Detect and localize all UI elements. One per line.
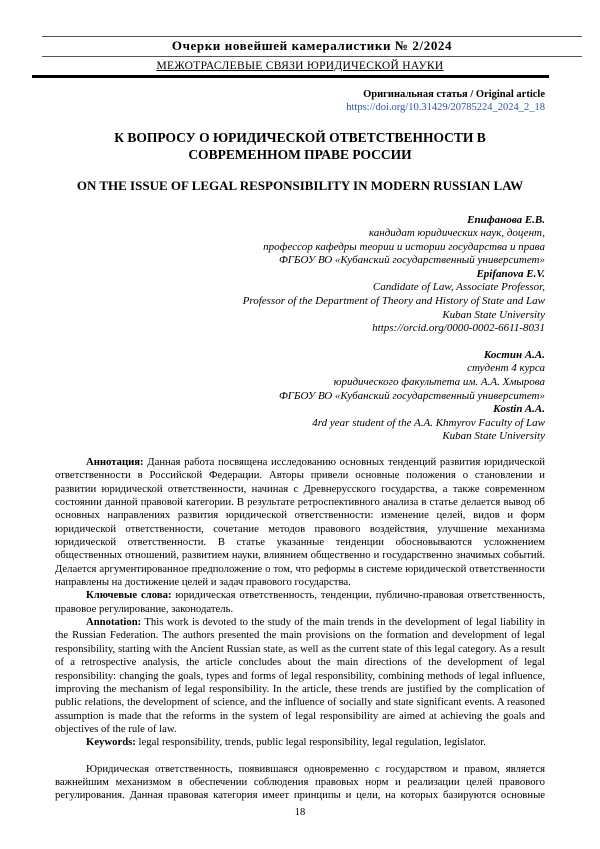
author1-affiliation-ru: кандидат юридических наук, доцент,	[368, 227, 545, 240]
orcid-link[interactable]: https://orcid.org/0000-0002-6611-8031	[372, 322, 545, 335]
author-block-2	[55, 349, 545, 444]
author1-affiliation-en: Professor of the Department of Theory and History of State and Law	[242, 295, 545, 308]
abstract-ru	[55, 456, 545, 589]
abstract-en-label: Annotation:	[86, 616, 142, 629]
author2-affiliation-en: 4rd year student of the A.A. Khmyrov Faculty of Law	[312, 416, 545, 429]
header-divider	[32, 75, 549, 78]
page-number: 18	[294, 807, 306, 818]
body-text: Юридическая ответственность, появившаяся одновременно с государством и правом, является важнейшим механизмом в обеспечении соблюдения правовых норм и реализации целей правового регулирования. Данная правовая категория имеет принципы и цели, на которых базируются основные	[55, 762, 545, 802]
journal-title: Очерки новейшей камералистики № 2/2024	[171, 38, 453, 53]
author1-name-en: Epifanova E.V.	[476, 267, 545, 280]
author2-name-en: Kostin A.A.	[493, 403, 545, 416]
article-title-en: ON THE ISSUE OF LEGAL RESPONSIBILITY IN MODERN RUSSIAN LAW	[76, 177, 524, 193]
section-title: МЕЖОТРАСЛЕВЫЕ СВЯЗИ ЮРИДИЧЕСКОЙ НАУКИ	[156, 60, 444, 72]
article-meta	[55, 88, 545, 114]
author1-affiliation-en: Kuban State University	[442, 308, 545, 321]
journal-header	[42, 36, 582, 57]
article-title-ru: К ВОПРОСУ О ЮРИДИЧЕСКОЙ ОТВЕТСТВЕННОСТИ В СОВРЕМЕННОМ ПРАВЕ РОССИИ	[114, 129, 486, 162]
keywords-en-text: legal responsibility, trends, public legal responsibility, legal regulation, legislator.	[138, 736, 486, 749]
abstract-en	[55, 616, 545, 736]
author2-name-ru: Костин А.А.	[483, 348, 545, 361]
author2-affiliation-ru: юридического факультета им. А.А. Хмырова	[333, 376, 545, 389]
author2-affiliation-ru: ФГБОУ ВО «Кубанский государственный университет»	[278, 389, 545, 402]
author1-affiliation-en: Candidate of Law, Associate Professor,	[372, 281, 545, 294]
author-block-1	[55, 214, 545, 336]
author2-affiliation-ru: студент 4 курса	[467, 362, 545, 375]
keywords-en	[55, 736, 545, 749]
keywords-ru-label: Ключевые слова:	[86, 589, 172, 602]
section-header	[55, 60, 545, 72]
author2-affiliation-en: Kuban State University	[442, 430, 545, 443]
article-type-label: Оригинальная статья / Original article	[363, 88, 545, 100]
body-paragraph	[55, 763, 545, 803]
abstract-ru-text: Данная работа посвящена исследованию основных тенденций развития юридической ответственности в Российской Федерации. Авторы привели основные положения о становлении и развитии юридической ответственности, начиная с Древнерусского государства, а также современном состоянии данной правовой категории. В результате ретроспективного анализа в статье делается вывод об основных направлениях развития юридической ответственности: изменение целей, видов и форм юридической ответственности, сочетание методов правового воздействия, улучшение механизма юридической ответственности. В статье указанные тенденции обосновываются усложнением общественных отношений, развитием науки, влиянием общественно и государственно значимых событий. Делается аргументированное предположение о том, что реформы в системе юридической ответственности направлены на достижение целей и задач правового государства.	[55, 456, 546, 589]
keywords-ru-text: юридическая ответственность, тенденции, публично-правовая ответственность, правовое регулирование, законодатель.	[55, 589, 545, 615]
author1-affiliation-ru: ФГБОУ ВО «Кубанский государственный университет»	[278, 254, 545, 267]
abstract-en-text: This work is devoted to the study of the main trends in the development of legal liability in the Russian Federation. The authors presented the main provisions on the formation and development of legal responsibility, starting with the Ancient Russian state, as well as the current state of this legal category. As a result of a retrospective analysis, the article concludes about the main directions of the development of legal responsibility: changing the goals, types and forms of legal responsibility, combining methods of legal influence, improving the mechanism of legal responsibility. In the article, these trends are justified by the complication of public relations, the development of science, and the influence of socially and state significant events. A reasoned assumption is made that the reforms in the system of legal responsibility are aimed at achieving the goals and objectives of the rule of law.	[55, 616, 545, 735]
abstract-ru-label: Аннотация:	[86, 456, 144, 468]
keywords-ru	[55, 589, 545, 616]
author1-name-ru: Епифанова Е.В.	[467, 213, 545, 226]
author1-affiliation-ru: профессор кафедры теории и истории государства и права	[263, 240, 545, 253]
doi-link[interactable]: https://doi.org/10.31429/20785224_2024_2_18	[346, 101, 545, 113]
keywords-en-label: Keywords:	[86, 736, 136, 749]
